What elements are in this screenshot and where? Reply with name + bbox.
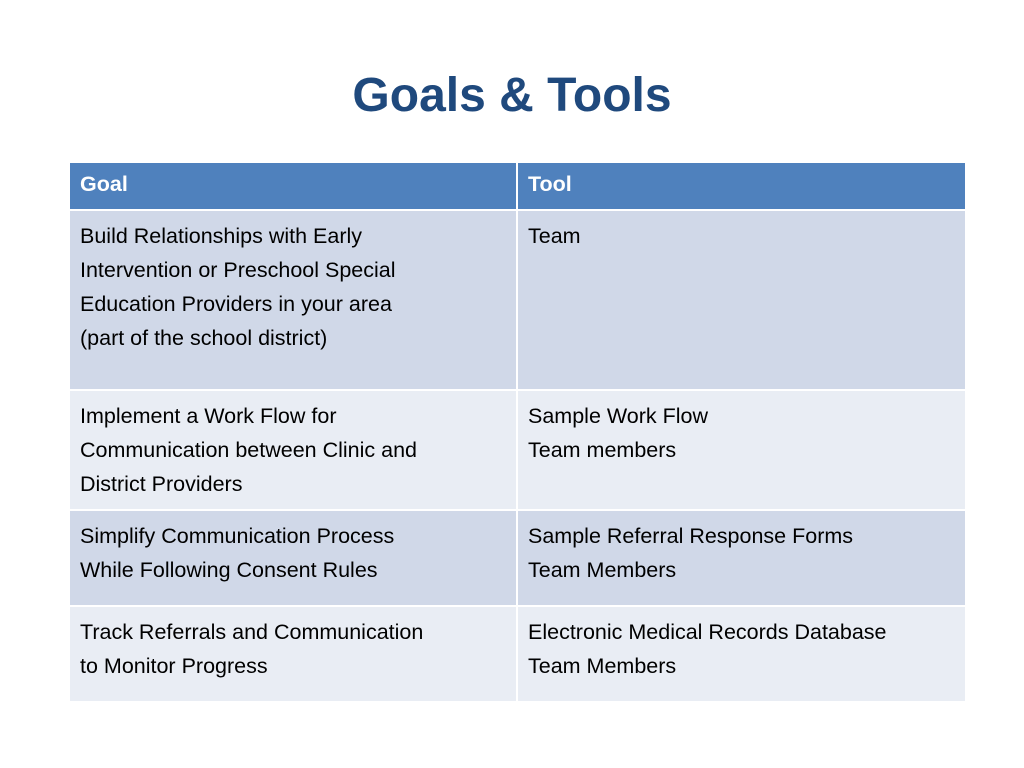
goals-tools-table [68, 161, 967, 703]
table-header-row [69, 162, 966, 210]
goal-line: Education Providers in your area [80, 292, 392, 316]
goal-cell [69, 210, 517, 390]
goal-line: Simplify Communication Process [80, 524, 395, 548]
goal-line: (part of the school district) [80, 326, 328, 350]
tool-cell [517, 510, 966, 606]
header-tool: Tool [517, 162, 966, 210]
goal-cell [69, 606, 517, 702]
tool-line: Sample Work Flow [528, 404, 709, 428]
tool-line: Electronic Medical Records Database [528, 620, 887, 644]
goal-line: Intervention or Preschool Special [80, 258, 396, 282]
goal-line: Implement a Work Flow for [80, 404, 337, 428]
tool-line: Team Members [528, 654, 677, 678]
goal-cell [69, 510, 517, 606]
table-row [69, 390, 966, 510]
tool-line: Team [528, 224, 581, 248]
tool-line: Team members [528, 438, 677, 462]
tool-cell [517, 210, 966, 390]
slide-title: Goals & Tools [352, 69, 672, 122]
header-goal: Goal [69, 162, 517, 210]
goal-cell [69, 390, 517, 510]
goal-line: While Following Consent Rules [80, 558, 378, 582]
tool-line: Team Members [528, 558, 677, 582]
goal-line: Communication between Clinic and [80, 438, 418, 462]
table-row [69, 210, 966, 390]
tool-cell [517, 390, 966, 510]
goal-line: Build Relationships with Early [80, 224, 363, 248]
goal-line: District Providers [80, 472, 243, 496]
table-row [69, 606, 966, 702]
goal-line: Track Referrals and Communication [80, 620, 424, 644]
tool-cell [517, 606, 966, 702]
table-row [69, 510, 966, 606]
tool-line: Sample Referral Response Forms [528, 524, 854, 548]
goal-line: to Monitor Progress [80, 654, 268, 678]
